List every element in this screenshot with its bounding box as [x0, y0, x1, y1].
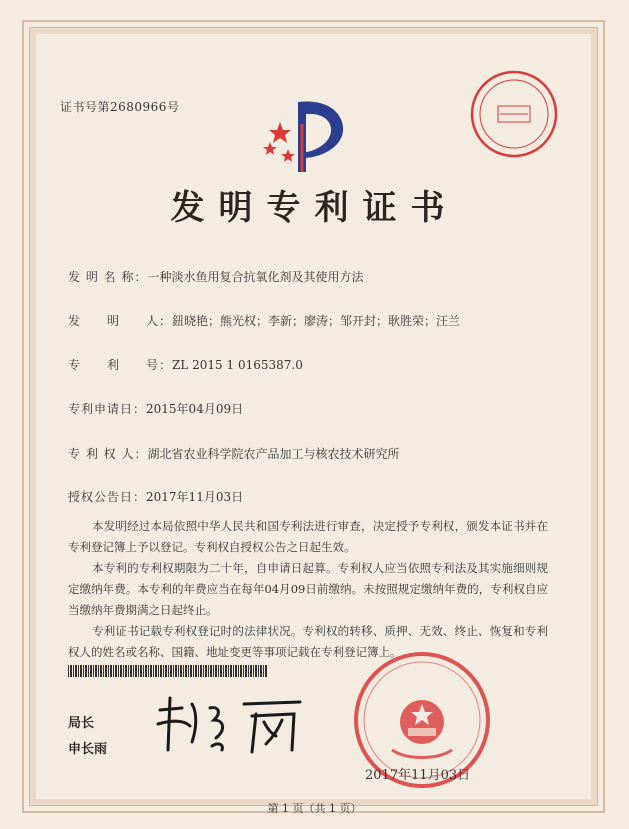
handwritten-signature-icon [152, 690, 312, 760]
field-label: 专 利 权 人： [68, 447, 148, 461]
field-label: 发 明 名 称： [68, 270, 148, 284]
patent-office-logo-icon [258, 94, 358, 174]
barcode [68, 665, 268, 677]
certificate-number: 证书号第2680966号 [60, 100, 180, 114]
page-footer: 第 1 页（共 1 页） [267, 802, 362, 815]
paragraph-term: 本专利的专利权期限为二十年，自申请日起算。专利权人应当依照专利法及其实施细则规定缴纳年费。本专利的年费应当在每年04月09日前缴纳。未按照规定缴纳年费的，专利权自应当缴纳年费期满之日起终止。 [68, 561, 548, 617]
field-patent-number [68, 356, 303, 373]
field-value: ZL 2015 1 0165387.0 [172, 358, 303, 372]
seal-date: 2017年11月03日 [365, 768, 471, 783]
field-value: 一种淡水鱼用复合抗氧化剂及其使用方法 [147, 270, 364, 284]
field-label: 专 利 号： [68, 358, 173, 372]
certificate-title: 发明专利证书 [170, 188, 459, 228]
field-application-date [68, 400, 243, 417]
field-patentee [68, 445, 399, 462]
field-value: 2015年04月09日 [146, 402, 244, 416]
certificate-body [68, 516, 548, 663]
signatory-title: 局长 [68, 716, 95, 731]
signatory-name: 申长雨 [68, 742, 108, 757]
field-value: 鈕晓艳；熊光权；李新；廖涛；邹开封；耿胜荣；汪兰 [172, 314, 461, 328]
field-label: 授权公告日： [68, 490, 147, 504]
field-label: 专利申请日： [68, 402, 147, 416]
paragraph-grant: 本发明经过本局依照中华人民共和国专利法进行审查，决定授予专利权，颁发本证书并在专利登记簿上予以登记。专利权自授权公告之日起生效。 [68, 519, 548, 554]
paragraph-legal-status: 专利证书记载专利权登记时的法律状况。专利权的转移、质押、无效、终止、恢复和专利权人的姓名或名称、国籍、地址变更等事项记载在专利登记簿上。 [68, 624, 548, 659]
field-value: 湖北省农业科学院农产品加工与核农技术研究所 [147, 447, 400, 461]
field-invention-name [68, 268, 363, 285]
field-value: 2017年11月03日 [146, 490, 244, 504]
agency-seal-icon [468, 68, 560, 160]
field-label: 发 明 人： [68, 314, 173, 328]
field-inventors [68, 312, 460, 329]
field-grant-date [68, 488, 243, 505]
